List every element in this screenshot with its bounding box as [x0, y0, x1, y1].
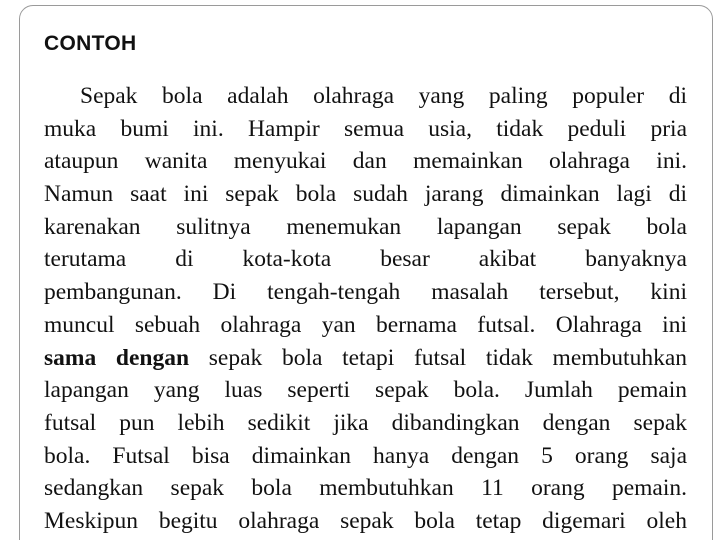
paragraph-line: sedangkan sepak bola membutuhkan 11 orang pemain. [44, 475, 687, 502]
paragraph-line: Meskipun begitu olahraga sepak bola tetap digemari oleh [44, 507, 687, 534]
paragraph-line: pembangunan. Di tengah-tengah masalah tersebut, kini [44, 279, 687, 306]
paragraph-line: muka bumi ini. Hampir semua usia, tidak peduli pria [44, 115, 687, 142]
paragraph-line: futsal pun lebih sedikit jika dibandingkan dengan sepak [44, 409, 687, 436]
paragraph-line: bola. Futsal bisa dimainkan hanya dengan 5 orang saja [44, 442, 687, 469]
bold-phrase: sama dengan [44, 344, 190, 371]
paragraph-line: terutama di kota-kota besar akibat banyaknya [44, 246, 687, 273]
paragraph-line-with-bold [44, 342, 687, 375]
paragraph-line: muncul sebuah olahraga yan bernama futsal. Olahraga ini [44, 311, 687, 338]
paragraph-line: Namun saat ini sepak bola sudah jarang dimainkan lagi di [44, 181, 687, 208]
after-bold-text: sepak bola tetapi futsal tidak membutuhkan [189, 344, 687, 371]
paragraph-line: karenakan sulitnya menemukan lapangan sepak bola [44, 213, 687, 240]
paragraph-line: lapangan yang luas seperti sepak bola. Jumlah pemain [44, 377, 687, 404]
paragraph-line: ataupun wanita menyukai dan memainkan olahraga ini. [44, 148, 687, 175]
body-paragraph [44, 80, 687, 538]
slide-heading: CONTOH [44, 32, 137, 55]
paragraph-line: Sepak bola adalah olahraga yang paling populer di [80, 83, 687, 109]
